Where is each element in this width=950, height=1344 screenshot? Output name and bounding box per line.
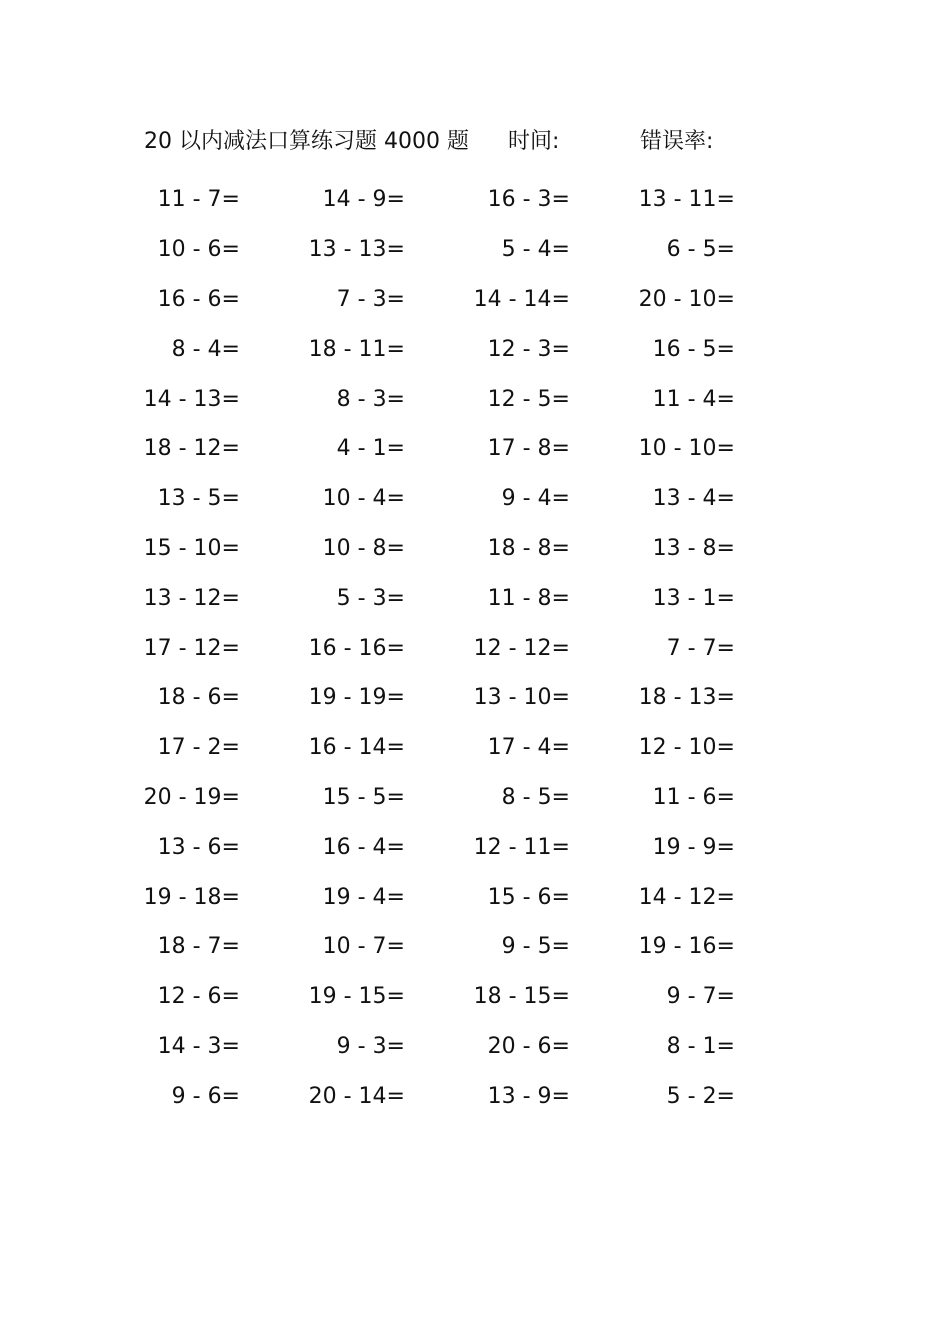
problem-text: 18 - 15=: [473, 984, 570, 1010]
problem-cell: [635, 636, 800, 661]
problem-text: 9 - 6=: [171, 1083, 240, 1109]
problem-text: 8 - 4=: [171, 336, 240, 362]
problem-text: 16 - 5=: [652, 336, 735, 362]
problem-cell: [140, 387, 305, 412]
error-rate-label: 错误率:: [640, 129, 714, 154]
problem-text: 19 - 19=: [308, 685, 405, 711]
problem-cell: [635, 1084, 800, 1109]
problem-text: 10 - 10=: [638, 436, 735, 462]
problem-text: 18 - 13=: [638, 685, 735, 711]
problem-cell: [305, 536, 470, 561]
problem-text: 16 - 3=: [487, 187, 570, 213]
problem-row: [140, 1022, 800, 1072]
problem-text: 14 - 9=: [322, 187, 405, 213]
problem-text: 9 - 4=: [501, 486, 570, 512]
problem-cell: [305, 387, 470, 412]
problem-text: 18 - 7=: [157, 934, 240, 960]
problem-text: 14 - 12=: [638, 884, 735, 910]
problem-text: 15 - 5=: [322, 784, 405, 810]
problem-cell: [140, 685, 305, 710]
problem-row: [140, 773, 800, 823]
problem-text: 12 - 10=: [638, 735, 735, 761]
problem-text: 20 - 14=: [308, 1083, 405, 1109]
problem-text: 10 - 6=: [157, 237, 240, 263]
problem-cell: [470, 237, 635, 262]
problem-text: 15 - 10=: [143, 535, 240, 561]
problem-cell: [140, 934, 305, 959]
problem-cell: [470, 685, 635, 710]
problem-text: 10 - 8=: [322, 535, 405, 561]
problem-cell: [470, 934, 635, 959]
problem-text: 17 - 4=: [487, 735, 570, 761]
problem-row: [140, 374, 800, 424]
problem-text: 13 - 9=: [487, 1083, 570, 1109]
problem-text: 5 - 3=: [336, 585, 405, 611]
problem-text: 9 - 7=: [666, 984, 735, 1010]
problem-text: 16 - 14=: [308, 735, 405, 761]
problem-text: 16 - 6=: [157, 286, 240, 312]
problem-cell: [470, 885, 635, 910]
problem-row: [140, 673, 800, 723]
problem-row: [140, 424, 800, 474]
problem-cell: [470, 1034, 635, 1059]
problem-text: 12 - 12=: [473, 635, 570, 661]
problem-cell: [635, 387, 800, 412]
problem-cell: [140, 785, 305, 810]
problem-cell: [635, 984, 800, 1009]
problem-grid: [140, 175, 800, 1121]
problem-text: 14 - 14=: [473, 286, 570, 312]
problem-cell: [635, 486, 800, 511]
problem-cell: [635, 934, 800, 959]
problem-row: [140, 275, 800, 325]
problem-text: 12 - 3=: [487, 336, 570, 362]
problem-cell: [635, 685, 800, 710]
problem-cell: [305, 685, 470, 710]
problem-cell: [305, 486, 470, 511]
problem-row: [140, 972, 800, 1022]
problem-cell: [635, 536, 800, 561]
problem-text: 19 - 9=: [652, 834, 735, 860]
time-label: 时间:: [508, 129, 560, 154]
problem-cell: [635, 1034, 800, 1059]
problem-cell: [305, 885, 470, 910]
problem-text: 8 - 1=: [666, 1033, 735, 1059]
problem-text: 4 - 1=: [336, 436, 405, 462]
problem-text: 14 - 13=: [143, 386, 240, 412]
problem-text: 14 - 3=: [157, 1033, 240, 1059]
problem-cell: [635, 735, 800, 760]
problem-row: [140, 324, 800, 374]
problem-cell: [635, 785, 800, 810]
problem-row: [140, 872, 800, 922]
problem-cell: [635, 885, 800, 910]
problem-cell: [635, 586, 800, 611]
problem-cell: [305, 586, 470, 611]
problem-cell: [140, 287, 305, 312]
problem-row: [140, 474, 800, 524]
problem-text: 15 - 6=: [487, 884, 570, 910]
problem-text: 13 - 8=: [652, 535, 735, 561]
problem-text: 9 - 3=: [336, 1033, 405, 1059]
problem-cell: [305, 984, 470, 1009]
problem-row: [140, 723, 800, 773]
problem-cell: [470, 785, 635, 810]
problem-text: 13 - 11=: [638, 187, 735, 213]
worksheet-title: 20 以内减法口算练习题 4000 题: [144, 129, 469, 154]
problem-text: 18 - 11=: [308, 336, 405, 362]
problem-cell: [140, 1084, 305, 1109]
problem-cell: [140, 885, 305, 910]
problem-cell: [140, 636, 305, 661]
problem-text: 18 - 12=: [143, 436, 240, 462]
problem-cell: [305, 187, 470, 212]
problem-text: 6 - 5=: [666, 237, 735, 263]
problem-cell: [635, 835, 800, 860]
problem-cell: [470, 984, 635, 1009]
problem-row: [140, 922, 800, 972]
problem-text: 17 - 12=: [143, 635, 240, 661]
problem-cell: [635, 287, 800, 312]
problem-cell: [305, 785, 470, 810]
problem-row: [140, 1071, 800, 1121]
problem-cell: [140, 984, 305, 1009]
problem-text: 5 - 2=: [666, 1083, 735, 1109]
problem-text: 18 - 8=: [487, 535, 570, 561]
problem-text: 19 - 16=: [638, 934, 735, 960]
problem-cell: [305, 436, 470, 461]
problem-cell: [470, 1084, 635, 1109]
problem-text: 19 - 4=: [322, 884, 405, 910]
problem-text: 7 - 7=: [666, 635, 735, 661]
problem-text: 13 - 6=: [157, 834, 240, 860]
problem-text: 17 - 8=: [487, 436, 570, 462]
problem-cell: [470, 735, 635, 760]
problem-row: [140, 175, 800, 225]
problem-cell: [470, 287, 635, 312]
problem-cell: [140, 735, 305, 760]
problem-cell: [305, 636, 470, 661]
problem-cell: [140, 486, 305, 511]
problem-cell: [305, 1034, 470, 1059]
problem-cell: [140, 1034, 305, 1059]
problem-text: 12 - 5=: [487, 386, 570, 412]
problem-cell: [470, 387, 635, 412]
problem-row: [140, 822, 800, 872]
problem-text: 20 - 6=: [487, 1033, 570, 1059]
problem-cell: [305, 237, 470, 262]
problem-text: 13 - 10=: [473, 685, 570, 711]
problem-text: 13 - 12=: [143, 585, 240, 611]
problem-cell: [305, 1084, 470, 1109]
problem-cell: [140, 536, 305, 561]
problem-text: 7 - 3=: [336, 286, 405, 312]
problem-text: 9 - 5=: [501, 934, 570, 960]
problem-cell: [305, 835, 470, 860]
problem-text: 16 - 16=: [308, 635, 405, 661]
problem-cell: [140, 237, 305, 262]
problem-cell: [635, 237, 800, 262]
problem-cell: [470, 187, 635, 212]
problem-cell: [470, 586, 635, 611]
problem-text: 5 - 4=: [501, 237, 570, 263]
problem-cell: [140, 835, 305, 860]
problem-text: 8 - 3=: [336, 386, 405, 412]
problem-text: 20 - 10=: [638, 286, 735, 312]
problem-cell: [635, 436, 800, 461]
problem-text: 19 - 15=: [308, 984, 405, 1010]
problem-text: 11 - 8=: [487, 585, 570, 611]
problem-text: 11 - 4=: [652, 386, 735, 412]
problem-cell: [470, 636, 635, 661]
problem-cell: [470, 436, 635, 461]
problem-row: [140, 225, 800, 275]
problem-text: 20 - 19=: [143, 784, 240, 810]
problem-cell: [635, 337, 800, 362]
problem-text: 18 - 6=: [157, 685, 240, 711]
problem-cell: [470, 536, 635, 561]
problem-text: 11 - 7=: [157, 187, 240, 213]
problem-row: [140, 623, 800, 673]
problem-cell: [140, 337, 305, 362]
problem-text: 13 - 4=: [652, 486, 735, 512]
problem-text: 10 - 4=: [322, 486, 405, 512]
problem-row: [140, 573, 800, 623]
problem-cell: [305, 735, 470, 760]
problem-cell: [305, 934, 470, 959]
problem-cell: [140, 436, 305, 461]
problem-cell: [470, 337, 635, 362]
problem-text: 19 - 18=: [143, 884, 240, 910]
problem-text: 11 - 6=: [652, 784, 735, 810]
problem-cell: [305, 337, 470, 362]
problem-cell: [140, 586, 305, 611]
problem-text: 10 - 7=: [322, 934, 405, 960]
problem-text: 16 - 4=: [322, 834, 405, 860]
problem-text: 13 - 1=: [652, 585, 735, 611]
problem-cell: [470, 486, 635, 511]
problem-text: 13 - 5=: [157, 486, 240, 512]
problem-text: 13 - 13=: [308, 237, 405, 263]
problem-text: 17 - 2=: [157, 735, 240, 761]
problem-cell: [635, 187, 800, 212]
problem-text: 8 - 5=: [501, 784, 570, 810]
problem-row: [140, 524, 800, 574]
problem-cell: [140, 187, 305, 212]
problem-text: 12 - 11=: [473, 834, 570, 860]
problem-cell: [305, 287, 470, 312]
problem-text: 12 - 6=: [157, 984, 240, 1010]
problem-cell: [470, 835, 635, 860]
